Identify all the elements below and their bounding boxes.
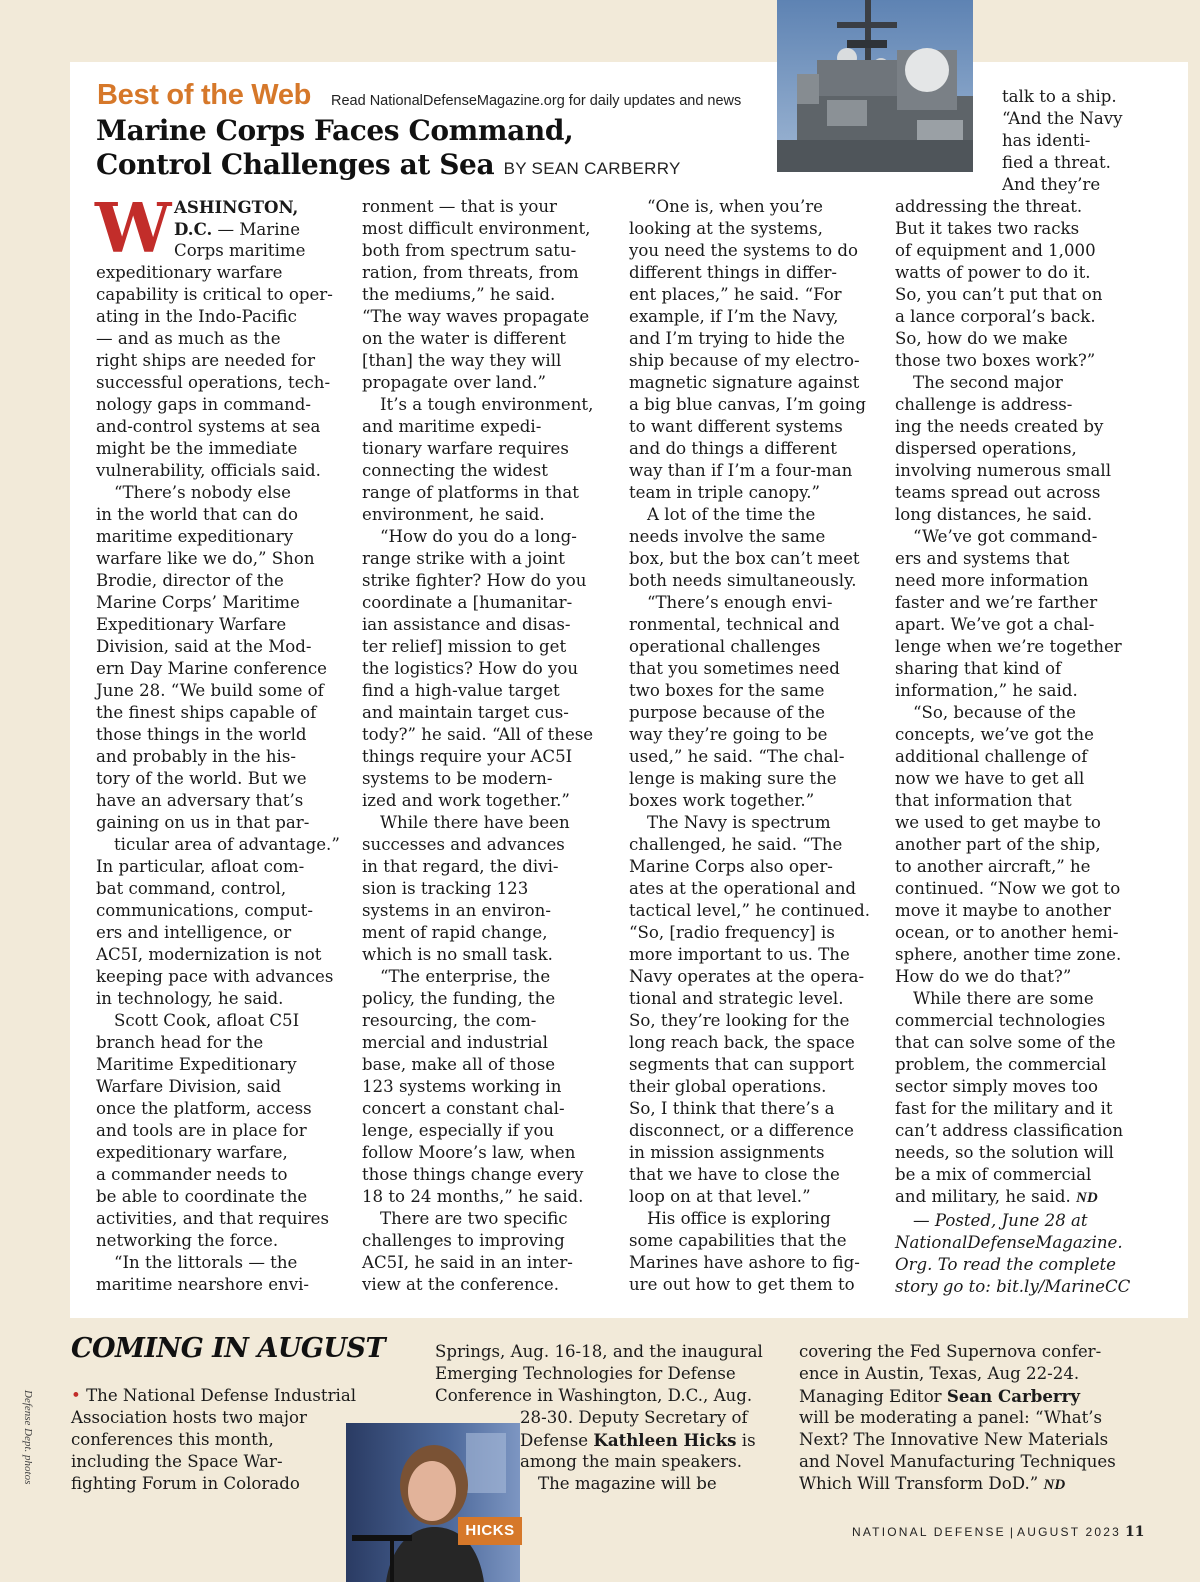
article-line: And they’re (1002, 175, 1101, 194)
coming-column-2-bottom (520, 1407, 756, 1495)
article-line: “We’ve got command- (913, 527, 1098, 546)
article-line: capability is critical to oper- (96, 285, 333, 304)
article-line: There are two specific (380, 1209, 568, 1228)
article-line: both from spectrum satu- (362, 241, 577, 260)
coming-line: including the Space War- (71, 1452, 283, 1471)
article-line: systems in an environ- (362, 901, 551, 920)
coming-line: will be moderating a panel: “What’s (799, 1408, 1103, 1427)
article-line: box, but the box can’t meet (629, 549, 860, 568)
article-line (895, 1186, 1123, 1208)
article-line: sharing that kind of (895, 659, 1062, 678)
article-line-text: and military, he said. (895, 1187, 1071, 1206)
article-line: way than if I’m a four-man (629, 461, 853, 480)
coming-line-text: The National Defense Industrial (86, 1386, 357, 1405)
coming-text: is (736, 1431, 756, 1450)
article-line: “So, [radio frequency] is (629, 923, 835, 942)
coming-column-1 (71, 1385, 356, 1495)
article-line: ers and intelligence, or (96, 923, 292, 942)
article-line: that information that (895, 791, 1072, 810)
posted-line: — Posted, June 28 at (913, 1211, 1088, 1230)
article-line: strike fighter? How do you (362, 571, 587, 590)
article-line: might be the immediate (96, 439, 298, 458)
article-line: Maritime Expeditionary (96, 1055, 297, 1074)
article-line: So, you can’t put that on (895, 285, 1103, 304)
article-line: long distances, he said. (895, 505, 1093, 524)
article-line: commercial technologies (895, 1011, 1106, 1030)
article-line: challenge is address- (895, 395, 1073, 414)
article-line: lenge when we’re together (895, 637, 1122, 656)
article-line: How do we do that?” (895, 967, 1072, 986)
dateline-text: D.C. (174, 219, 213, 239)
coming-line: Next? The Innovative New Materials (799, 1430, 1109, 1449)
article-line: sion is tracking 123 (362, 879, 529, 898)
article-line: D.C. — Marine (174, 219, 301, 239)
article-line: Scott Cook, afloat C5I (114, 1011, 300, 1030)
article-line: “There’s enough envi- (647, 593, 833, 612)
article-line: ating in the Indo-Pacific (96, 307, 297, 326)
article-line: team in triple canopy.” (629, 483, 821, 502)
article-line: has identi- (1002, 131, 1091, 150)
article-line: to want different systems (629, 417, 843, 436)
article-line: The Navy is spectrum (647, 813, 831, 832)
article-line: ment of rapid change, (362, 923, 548, 942)
article-line: now we have to get all (895, 769, 1085, 788)
article-line: [than] the way they will (362, 351, 562, 370)
article-line: “One is, when you’re (647, 197, 823, 216)
posted-line: NationalDefenseMagazine. (895, 1233, 1123, 1252)
page-number: 11 (1125, 1524, 1145, 1540)
article-column-4 (895, 196, 1123, 1208)
coming-line: ence in Austin, Texas, Aug 22-24. (799, 1364, 1080, 1383)
article-line: ent places,” he said. “For (629, 285, 842, 304)
article-line: June 28. “We build some of (96, 681, 324, 700)
coming-line: and Novel Manufacturing Techniques (799, 1452, 1116, 1471)
article-line: tody?” he said. “All of these (362, 725, 594, 744)
coming-title: COMING IN AUGUST (71, 1333, 386, 1364)
article-line: a big blue canvas, I’m going (629, 395, 866, 414)
article-column-3 (629, 196, 870, 1296)
article-line: mercial and industrial (362, 1033, 548, 1052)
article-line: that can solve some of the (895, 1033, 1116, 1052)
article-line: While there are some (913, 989, 1094, 1008)
article-line: of equipment and 1,000 (895, 241, 1096, 260)
article-line: have an adversary that’s (96, 791, 304, 810)
article-line: base, make all of those (362, 1055, 556, 1074)
article-line: environment, he said. (362, 505, 545, 524)
article-line: resourcing, the com- (362, 1011, 537, 1030)
article-line: more important to us. The (629, 945, 850, 964)
article-line: “The enterprise, the (380, 967, 551, 986)
article-line: in technology, he said. (96, 989, 284, 1008)
headline-line-2-text: Control Challenges at Sea (96, 148, 495, 181)
article-line: ern Day Marine conference (96, 659, 327, 678)
article-line: Marines have ashore to fig- (629, 1253, 860, 1272)
article-line: concert a constant chal- (362, 1099, 565, 1118)
article-line: and maintain target cus- (362, 703, 569, 722)
article-line: and maritime expedi- (362, 417, 542, 436)
coming-line: among the main speakers. (520, 1452, 742, 1471)
article-line: the logistics? How do you (362, 659, 579, 678)
article-line: and tools are in place for (96, 1121, 307, 1140)
article-line: in the world that can do (96, 505, 299, 524)
coming-line (71, 1385, 356, 1407)
article-line: AC5I, modernization is not (96, 945, 322, 964)
article-line: problem, the commercial (895, 1055, 1107, 1074)
posted-line: Org. To read the complete (895, 1255, 1117, 1274)
article-line: ates at the operational and (629, 879, 857, 898)
article-line: move it maybe to another (895, 901, 1111, 920)
article-line: addressing the threat. (895, 197, 1083, 216)
article-line: bat command, control, (96, 879, 287, 898)
article-line: loop on at that level.” (629, 1187, 811, 1206)
article-line: a lance corporal’s back. (895, 307, 1096, 326)
person-name: Kathleen Hicks (593, 1430, 737, 1450)
hicks-photo (346, 1423, 520, 1582)
ship-photo (777, 0, 973, 172)
article-line: once the platform, access (96, 1099, 312, 1118)
article-line: Division, said at the Mod- (96, 637, 312, 656)
coming-line: Association hosts two major (71, 1408, 307, 1427)
article-line: example, if I’m the Navy, (629, 307, 839, 326)
coming-column-3 (799, 1341, 1116, 1495)
article-line: Brodie, director of the (96, 571, 284, 590)
article-line: AC5I, he said in an inter- (362, 1253, 573, 1272)
photo-credit-text: Defense Dept. photos (22, 1390, 34, 1485)
article-line: tional and strategic level. (629, 989, 844, 1008)
article-line: activities, and that requires (96, 1209, 330, 1228)
article-line: ter relief] mission to get (362, 637, 567, 656)
drop-cap: W (95, 189, 172, 269)
article-line: and I’m trying to hide the (629, 329, 846, 348)
headline-line-2 (96, 148, 681, 186)
article-line: we used to get maybe to (895, 813, 1101, 832)
article-line: gaining on us in that par- (96, 813, 310, 832)
end-mark: ND (1043, 1477, 1066, 1493)
article-line: disconnect, or a difference (629, 1121, 854, 1140)
article-line: tactical level,” he continued. (629, 901, 871, 920)
article-line: ronmental, technical and (629, 615, 840, 634)
headline-line-1: Marine Corps Faces Command, (96, 114, 574, 147)
article-line: those two boxes work?” (895, 351, 1096, 370)
article-line: ship because of my electro- (629, 351, 860, 370)
coming-line: Conference in Washington, D.C., Aug. (435, 1386, 753, 1405)
article-line: Marine Corps also oper- (629, 857, 833, 876)
article-line: sphere, another time zone. (895, 945, 1122, 964)
article-line: continued. “Now we got to (895, 879, 1121, 898)
article-line: range of platforms in that (362, 483, 579, 502)
photo-credit (20, 1390, 42, 1485)
article-line: things require your AC5I (362, 747, 573, 766)
article-line: Expeditionary Warfare (96, 615, 287, 634)
article-line: be a mix of commercial (895, 1165, 1092, 1184)
article-line: teams spread out across (895, 483, 1101, 502)
article-line: apart. We’ve got a chal- (895, 615, 1095, 634)
section-kicker: Best of the Web (97, 79, 312, 111)
article-line: magnetic signature against (629, 373, 860, 392)
coming-text: Which Will Transform DoD.” (799, 1474, 1039, 1493)
posted-line: story go to: bit.ly/MarineCC (895, 1277, 1131, 1296)
coming-line (799, 1385, 1116, 1407)
article-line: talk to a ship. (1002, 87, 1117, 106)
article-line: vulnerability, officials said. (96, 461, 321, 480)
article-line: Navy operates at the opera- (629, 967, 865, 986)
article-line: keeping pace with advances (96, 967, 334, 986)
article-line: systems to be modern- (362, 769, 553, 788)
article-line: fast for the military and it (895, 1099, 1113, 1118)
article-line: coordinate a [humanitar- (362, 593, 573, 612)
article-line: “The way waves propagate (362, 307, 590, 326)
article-line: ASHINGTON, (174, 197, 299, 217)
article-line: successful operations, tech- (96, 373, 331, 392)
article-line: on the water is different (362, 329, 566, 348)
article-line: range strike with a joint (362, 549, 565, 568)
article-line: networking the force. (96, 1231, 279, 1250)
article-line: two boxes for the same (629, 681, 825, 700)
article-line: “In the littorals — the (114, 1253, 298, 1272)
coming-line: The magazine will be (538, 1474, 717, 1493)
article-line: and-control systems at sea (96, 417, 321, 436)
article-line: segments that can support (629, 1055, 855, 1074)
magazine-name: NATIONAL DEFENSE (852, 1525, 1006, 1539)
article-line: lenge, especially if you (362, 1121, 555, 1140)
article-line: ized and work together.” (362, 791, 570, 810)
article-line: faster and we’re farther (895, 593, 1098, 612)
article-line: sector simply moves too (895, 1077, 1098, 1096)
article-line: While there have been (380, 813, 570, 832)
article-line: in mission assignments (629, 1143, 825, 1162)
article-line: successes and advances (362, 835, 565, 854)
article-line: a commander needs to (96, 1165, 288, 1184)
coming-line: conferences this month, (71, 1430, 274, 1449)
coming-line: Emerging Technologies for Defense (435, 1364, 736, 1383)
article-line: But it takes two racks (895, 219, 1080, 238)
article-line: can’t address classification (895, 1121, 1124, 1140)
photo-label: HICKS (458, 1517, 522, 1545)
article-line: their global operations. (629, 1077, 827, 1096)
article-line: both needs simultaneously. (629, 571, 857, 590)
coming-line: 28-30. Deputy Secretary of (520, 1408, 748, 1427)
article-line: ticular area of advantage.” (114, 835, 340, 854)
article-line: way they’re going to be (629, 725, 828, 744)
article-line: looking at the systems, (629, 219, 823, 238)
article-line: to another aircraft,” he (895, 857, 1091, 876)
article-line: long reach back, the space (629, 1033, 855, 1052)
article-line: A lot of the time the (647, 505, 816, 524)
posted-note (895, 1210, 1130, 1298)
article-column-2 (362, 196, 593, 1296)
coming-text: Managing Editor (799, 1387, 947, 1406)
article-line: different things in differ- (629, 263, 838, 282)
article-line: expeditionary warfare, (96, 1143, 288, 1162)
article-line: policy, the funding, the (362, 989, 556, 1008)
article-line: ure out how to get them to (629, 1275, 855, 1294)
article-line: So, they’re looking for the (629, 1011, 850, 1030)
person-name: Sean Carberry (946, 1386, 1081, 1406)
article-line: information,” he said. (895, 681, 1078, 700)
article-line: “How do you do a long- (380, 527, 577, 546)
footer-separator: | (1009, 1525, 1014, 1539)
article-line: another part of the ship, (895, 835, 1101, 854)
article-line: additional challenge of (895, 747, 1088, 766)
article-line: — and as much as the (96, 329, 281, 348)
article-line: His office is exploring (647, 1209, 831, 1228)
article-line: The second major (913, 373, 1063, 392)
article-line: communications, comput- (96, 901, 313, 920)
article-line: in that regard, the divi- (362, 857, 559, 876)
article-line: some capabilities that the (629, 1231, 847, 1250)
article-line: ian assistance and disas- (362, 615, 571, 634)
article-line: connecting the widest (362, 461, 548, 480)
coming-line: fighting Forum in Colorado (71, 1474, 300, 1493)
article-line: maritime nearshore envi- (96, 1275, 310, 1294)
article-line: It’s a tough environment, (380, 395, 594, 414)
coming-line: Springs, Aug. 16-18, and the inaugural (435, 1342, 763, 1361)
article-line: needs involve the same (629, 527, 826, 546)
article-line: 18 to 24 months,” he said. (362, 1187, 584, 1206)
article-column-1 (95, 189, 340, 1296)
article-line: “There’s nobody else (114, 483, 291, 502)
article-line: right ships are needed for (96, 351, 316, 370)
page-footer (852, 1524, 1145, 1540)
article-line: “And the Navy (1002, 109, 1123, 128)
end-mark: ND (1076, 1190, 1098, 1206)
article-line: and do things a different (629, 439, 837, 458)
bullet: • (71, 1386, 81, 1405)
article-line: ration, from threats, from (362, 263, 579, 282)
article-line: find a high-value target (362, 681, 560, 700)
article-line: tory of the world. But we (96, 769, 307, 788)
article-line: watts of power to do it. (895, 263, 1091, 282)
article-line: that you sometimes need (629, 659, 840, 678)
article-line: follow Moore’s law, when (362, 1143, 576, 1162)
article-line: maritime expeditionary (96, 527, 294, 546)
article-line: In particular, afloat com- (96, 857, 305, 876)
article-line: tionary warfare requires (362, 439, 569, 458)
article-line: Marine Corps’ Maritime (96, 593, 300, 612)
article-line: lenge is making sure the (629, 769, 837, 788)
article-line: needs, so the solution will (895, 1143, 1114, 1162)
article-line: and probably in the his- (96, 747, 296, 766)
article-line: ocean, or to another hemi- (895, 923, 1119, 942)
article-line: view at the conference. (362, 1275, 560, 1294)
article-line: ers and systems that (895, 549, 1070, 568)
article-line: those things change every (362, 1165, 584, 1184)
article-column-4-top (1002, 86, 1123, 196)
article-line: fied a threat. (1002, 153, 1111, 172)
article-line: propagate over land.” (362, 373, 546, 392)
kicker-note: Read NationalDefenseMagazine.org for daily updates and news (331, 93, 742, 109)
coming-line: covering the Fed Supernova confer- (799, 1342, 1102, 1361)
article-line: the mediums,” he said. (362, 285, 556, 304)
article-line: you need the systems to do (629, 241, 858, 260)
coming-line (520, 1429, 756, 1451)
coming-text: Defense (520, 1431, 594, 1450)
article-line: So, I think that there’s a (629, 1099, 835, 1118)
article-line: challenges to improving (362, 1231, 565, 1250)
article-line: branch head for the (96, 1033, 264, 1052)
article-line: “So, because of the (913, 703, 1076, 722)
article-headline (96, 114, 681, 186)
article-line: which is no small task. (362, 945, 553, 964)
article-line: be able to coordinate the (96, 1187, 308, 1206)
article-line: Corps maritime (174, 241, 306, 260)
article-line: So, how do we make (895, 329, 1068, 348)
article-line: the finest ships capable of (96, 703, 317, 722)
article-line: warfare like we do,” Shon (96, 549, 315, 568)
article-line: expeditionary warfare (96, 263, 283, 282)
article-line: that we have to close the (629, 1165, 840, 1184)
article-line: 123 systems working in (362, 1077, 562, 1096)
article-line: Warfare Division, said (96, 1077, 282, 1096)
article-line: concepts, we’ve got the (895, 725, 1094, 744)
coming-column-2-top (435, 1341, 763, 1407)
article-line: involving numerous small (895, 461, 1112, 480)
article-line: boxes work together.” (629, 791, 815, 810)
article-line: those things in the world (96, 725, 307, 744)
article-line: ronment — that is your (362, 197, 557, 216)
article-line: dispersed operations, (895, 439, 1077, 458)
article-line: used,” he said. “The chal- (629, 747, 845, 766)
issue-date: AUGUST 2023 (1017, 1525, 1122, 1539)
article-line: nology gaps in command- (96, 395, 312, 414)
article-line: ing the needs created by (895, 417, 1104, 436)
article-line: need more information (895, 571, 1089, 590)
coming-line (799, 1473, 1116, 1495)
article-line: operational challenges (629, 637, 821, 656)
article-line: most difficult environment, (362, 219, 591, 238)
byline: BY SEAN CARBERRY (503, 159, 681, 178)
article-line: challenged, he said. “The (629, 835, 843, 854)
article-line: purpose because of the (629, 703, 825, 722)
